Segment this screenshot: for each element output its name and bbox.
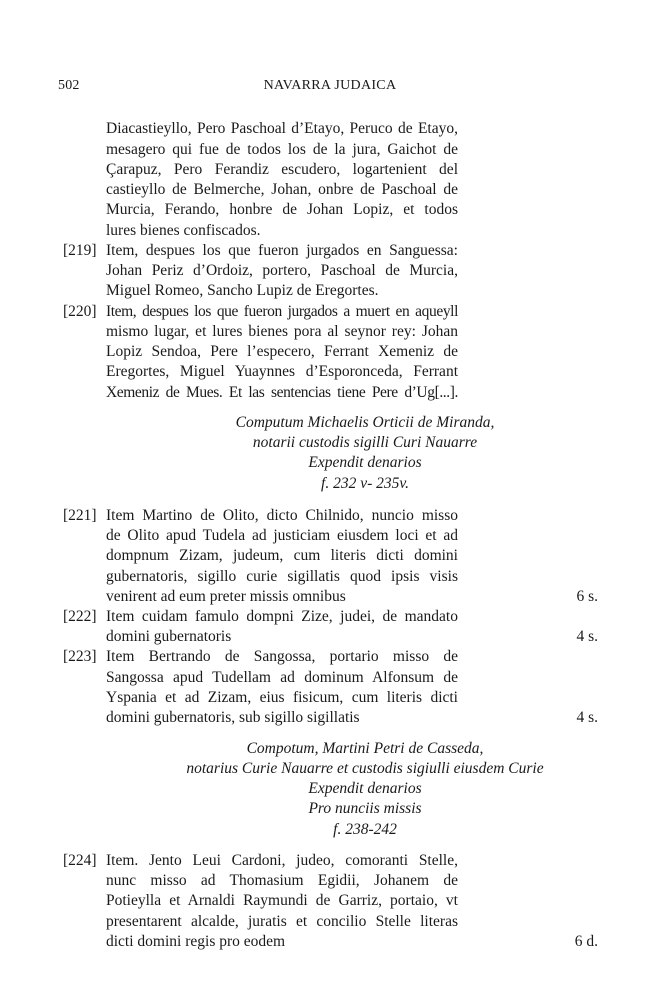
amount: 6 d.	[574, 932, 598, 950]
text-line: gubernatoris, sigillo curie sigillatis quod ipsis visis	[106, 567, 458, 585]
entry-number: [222]	[63, 608, 97, 625]
text-line: Johan Periz d’Ordoiz, portero, Paschoal de Murcia,	[106, 262, 458, 280]
entry-number: [223]	[63, 648, 97, 666]
text-line: mismo lugar, et lures bienes pora al seynor rey: Johan	[106, 322, 458, 340]
text-line: Miguel Romeo, Sancho Lupiz de Eregortes.	[106, 282, 379, 300]
entry-number: [224]	[63, 851, 97, 869]
heading-line: Expendit denarios	[308, 780, 422, 798]
text-line: mesagero qui fue de todos los de la jura, Gaichot de	[106, 140, 458, 158]
amount: 4 s.	[576, 628, 598, 646]
entry-number: [221]	[63, 506, 97, 524]
heading-line: Computum Michaelis Orticii de Miranda,	[235, 413, 495, 431]
text-line: Item Martino de Olito, dicto Chilnido, nuncio misso	[106, 506, 458, 524]
heading-line: Compotum, Martini Petri de Casseda,	[246, 739, 484, 757]
text-line: Item, despues los que fueron jurgados a muert en aqueyll	[106, 302, 458, 320]
text-line: presentarent alcalde, juratis et concilio Stelle literas	[106, 912, 458, 930]
text-line: venirent ad eum preter missis omnibus	[106, 587, 346, 605]
heading-line: f. 238-242	[333, 820, 397, 838]
text-line: Sangossa apud Tudellam ad dominum Alfonsum de	[106, 668, 458, 686]
text-line: Murcia, Ferando, honbre de Johan Lopiz, et todos	[106, 201, 458, 219]
text-line: dompnum Zizam, judeum, cum literis dicti domini	[106, 547, 458, 565]
text-line: Yspania et ad Zizam, eius fisicum, cum literis dicti	[106, 688, 458, 706]
text-line: de Olito apud Tudela ad justiciam eiusdem loci et ad	[106, 527, 458, 545]
text-line: domini gubernatoris	[106, 628, 232, 646]
text-line: dicti domini regis pro eodem	[106, 932, 286, 950]
text-line: domini gubernatoris, sub sigillo sigillatis	[106, 709, 360, 727]
page-number: 502	[58, 78, 80, 93]
text-line: Item. Jento Leui Cardoni, judeo, comoranti Stelle,	[106, 851, 458, 869]
text-line: Item, despues los que fueron jurgados en Sanguessa:	[106, 241, 458, 259]
entry-number: [219]	[63, 241, 97, 259]
text-line: Lopiz Sendoa, Pere l’especero, Ferrant Xemeniz de	[106, 343, 458, 361]
text-line: Eregortes, Miguel Yuaynnes d’Esporonceda, Ferrant	[106, 363, 458, 381]
running-title: NAVARRA JUDAICA	[263, 78, 397, 93]
amount: 6 s.	[576, 587, 598, 605]
heading-line: Pro nunciis missis	[308, 800, 422, 818]
text-line: Item Bertrando de Sangossa, portario misso de	[106, 648, 458, 666]
text-line: Xemeniz de Mues. Et las sentencias tiene Pere d’Ug[...].	[106, 383, 458, 401]
heading-line: f. 232 v- 235v.	[321, 474, 409, 492]
text-line: nunc misso ad Thomasium Egidii, Johanem de	[106, 872, 458, 890]
text-line: Potieylla et Arnaldi Raymundi de Garriz, portaio, vt	[106, 892, 458, 910]
text-line: Çarapuz, Pero Ferandiz escudero, logartenient del	[106, 160, 458, 178]
heading-line: Expendit denarios	[308, 454, 422, 472]
text-line: Diacastieyllo, Pero Paschoal d’Etayo, Peruco de Etayo,	[106, 120, 458, 138]
heading-line: notarius Curie Nauarre et custodis sigiulli eiusdem Curie	[186, 759, 544, 777]
heading-line: notarii custodis sigilli Curi Nauarre	[252, 434, 478, 452]
entry-number: [220]	[63, 302, 97, 320]
text-line: Item cuidam famulo dompni Zize, judei, de mandato	[106, 608, 458, 625]
amount: 4 s.	[576, 709, 598, 727]
text-line: lures bienes confiscados.	[106, 221, 261, 239]
text-line: castieyllo de Belmerche, Johan, onbre de Paschoal de	[106, 181, 458, 199]
